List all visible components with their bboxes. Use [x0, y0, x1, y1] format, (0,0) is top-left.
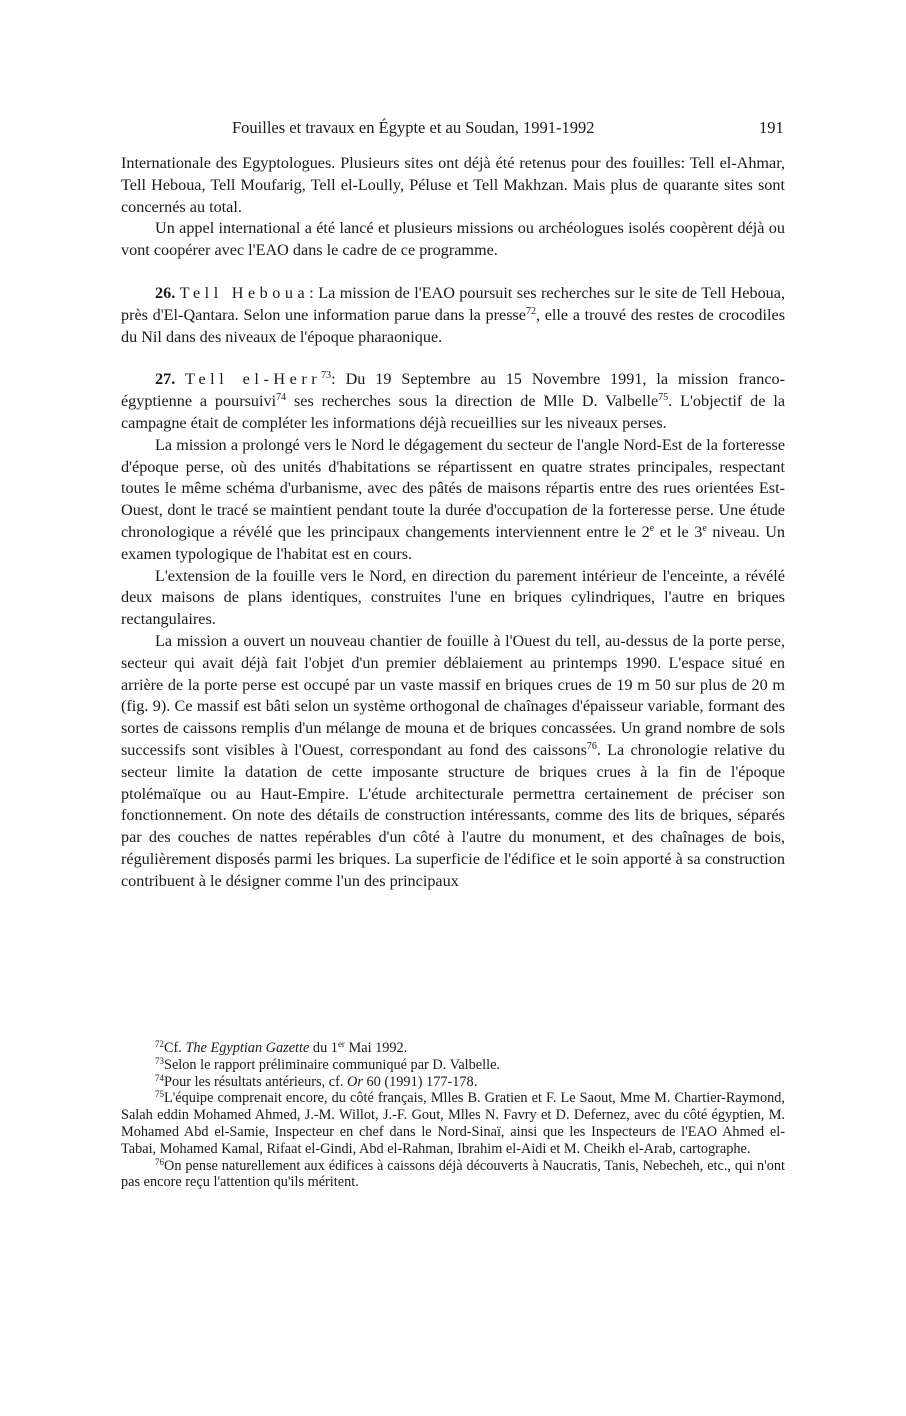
page-number: 191: [759, 118, 784, 137]
paragraph: Un appel international a été lancé et plusieurs missions ou archéologues isolés coopèrent déjà ou vont coopérer avec l'EAO dans le cadre de ce programme.: [121, 219, 785, 260]
footnote-text: Selon le rapport préliminaire communiqué par D. Valbelle.: [164, 1056, 501, 1073]
ordinal-sup: e: [702, 522, 707, 534]
paragraph-text: La mission a prolongé vers le Nord le dégagement du secteur de l'angle Nord-Est de la forteresse d'époque perse, où des unités d'habitations se répartissent en quatre strates principales, respectant toutes le même schéma d'urbanisme, avec des pâtés de maisons répartis entre des rues orientées Est-Ouest, dont le tracé se maintient pendant toute la durée d'occupation de la forteresse perse. Une étude chronologique a révélé que les principaux changements interviennent entre le 2: [121, 435, 785, 541]
footnote-ref: 74: [276, 392, 287, 404]
paragraph-text: niveau. Un examen typologique de l'habitat est en cours.: [121, 522, 785, 563]
paragraph: [121, 435, 785, 566]
footnote-75: [121, 1090, 785, 1157]
site-name: Tell Heboua: [179, 283, 310, 302]
paragraph-text: . La chronologie relative du secteur limite la datation de cette imposante structure de briques crues à la fin de l'époque ptolémaïque ou au Haut-Empire. L'étude architecturale permettra certainement de préciser son fonctionnement. On note des détails de construction intéressants, comme des lits de briques, séparés par des couches de nattes repérables d'un côté à l'autre du monument, et des chaînages de bois, régulièrement disposés parmi les briques. La superficie de l'édifice et le soin apporté à sa construction contribuent à le désigner comme l'un des principaux: [121, 740, 785, 890]
body-text: [121, 153, 785, 893]
running-title: Fouilles et travaux en Égypte et au Soudan, 1991-1992: [232, 118, 595, 137]
footnote-number: 73: [155, 1055, 164, 1066]
footnote-72: [121, 1040, 785, 1057]
footnote-number: 72: [155, 1039, 164, 1049]
section-text: : La mission de l'EAO poursuit ses recherches sur le site de Tell Heboua, près d'El-Qantara. Selon une information parue dans la presse: [121, 283, 786, 324]
footnote-number: 74: [155, 1072, 164, 1083]
footnote-ref: 72: [525, 305, 536, 317]
paragraph-continued: Internationale des Egyptologues. Plusieurs sites ont déjà été retenus pour des fouilles: Tell el-Ahmar, Tell Heboua, Tell Moufarig, Tell el-Loully, Péluse et Tell Makhzan. Mais plus de quarante sites sont concernés au total.: [121, 154, 785, 216]
journal-title: Or: [347, 1073, 363, 1090]
footnote-text: On pense naturellement aux édifices à caissons déjà découverts à Naucratis, Tanis, Nebecheh, etc., qui n'ont pas encore reçu l'attention qu'ils méritent.: [121, 1157, 785, 1191]
footnote-ref: 76: [586, 740, 597, 752]
paragraph: [121, 631, 785, 893]
footnote-text: Pour les résultats antérieurs, cf.: [164, 1073, 348, 1090]
paragraph: L'extension de la fouille vers le Nord, en direction du parement intérieur de l'enceinte, a révélé deux maisons de plans identiques, construites l'une en briques cylindriques, l'autre en briques rectangulaires.: [121, 566, 785, 629]
footnote-text: L'équipe comprenait encore, du côté français, Mlles B. Gratien et F. Le Saout, Mme M. Chartier-Raymond, Salah eddin Mohamed Ahmed, J.-M. Willot, J.-F. Gout, Mlles N. Favry et D. Defernez, avec du côté égyptien, M. Mohamed Abd el-Samie, Inspecteur en chef dans le Nord-Sinaï, ainsi que les Inspecteurs de l'EAO Ahmed el-Tabai, Mohamed Kamal, Rifaat el-Gindi, Abd el-Rahman, Ibrahim el-Aidi et M. Cheikh el-Arab, cartographe.: [121, 1090, 785, 1157]
footnote-text: du 1: [309, 1040, 338, 1056]
footnote-text: Cf.: [164, 1040, 186, 1056]
footnotes: [121, 1040, 785, 1191]
section-text: ses recherches sous la direction de Mlle D. Valbelle: [286, 392, 659, 411]
section-27: [121, 369, 785, 434]
footnote-text: 60 (1991) 177-178.: [362, 1073, 478, 1090]
site-name: Tell el-Herr: [185, 370, 322, 389]
journal-title: The Egyptian Gazette: [185, 1040, 310, 1056]
section-text: . L'objectif de la campagne était de compléter les informations déjà recueillies sur les niveaux perses.: [121, 392, 786, 432]
section-text: , elle a trouvé des restes de crocodiles du Nil dans des niveaux de l'époque pharaonique.: [121, 305, 786, 346]
footnote-number: 75: [155, 1089, 164, 1100]
ordinal-sup: e: [649, 522, 655, 534]
paragraph-text: La mission a ouvert un nouveau chantier de fouille à l'Ouest du tell, au-dessus de la porte perse, secteur qui avait déjà fait l'objet d'un premier déblaiement au printemps 1990. L'espace situé en arrière de la porte perse est occupé par un vaste massif en briques crues de 19 m 50 sur plus de 20 m (fig. 9). Ce massif est bâti selon un système orthogonal de chaînages d'épaisseur variable, formant des sortes de caissons remplis d'un mélange de mouna et de briques concassées. Un grand nombre de sols successifs sont visibles à l'Ouest, correspondant au fond des caissons: [121, 631, 785, 759]
running-header: [0, 118, 906, 142]
ordinal-sup: er: [337, 1039, 345, 1049]
section-text: : Du 19 Septembre au 15 Novembre 1991, la mission franco-égyptienne a poursuivi: [121, 370, 785, 411]
footnote-ref: 75: [658, 392, 669, 404]
footnote-76: [121, 1158, 785, 1192]
footnote-text: Mai 1992.: [344, 1040, 408, 1056]
section-number: 26.: [155, 283, 176, 302]
section-26: [121, 283, 785, 348]
footnote-73: [121, 1057, 785, 1074]
paragraph-text: et le 3: [654, 522, 703, 541]
footnote-number: 76: [155, 1156, 164, 1167]
footnote-ref: 73: [321, 370, 332, 382]
footnote-74: [121, 1074, 785, 1091]
section-number: 27.: [155, 370, 176, 389]
